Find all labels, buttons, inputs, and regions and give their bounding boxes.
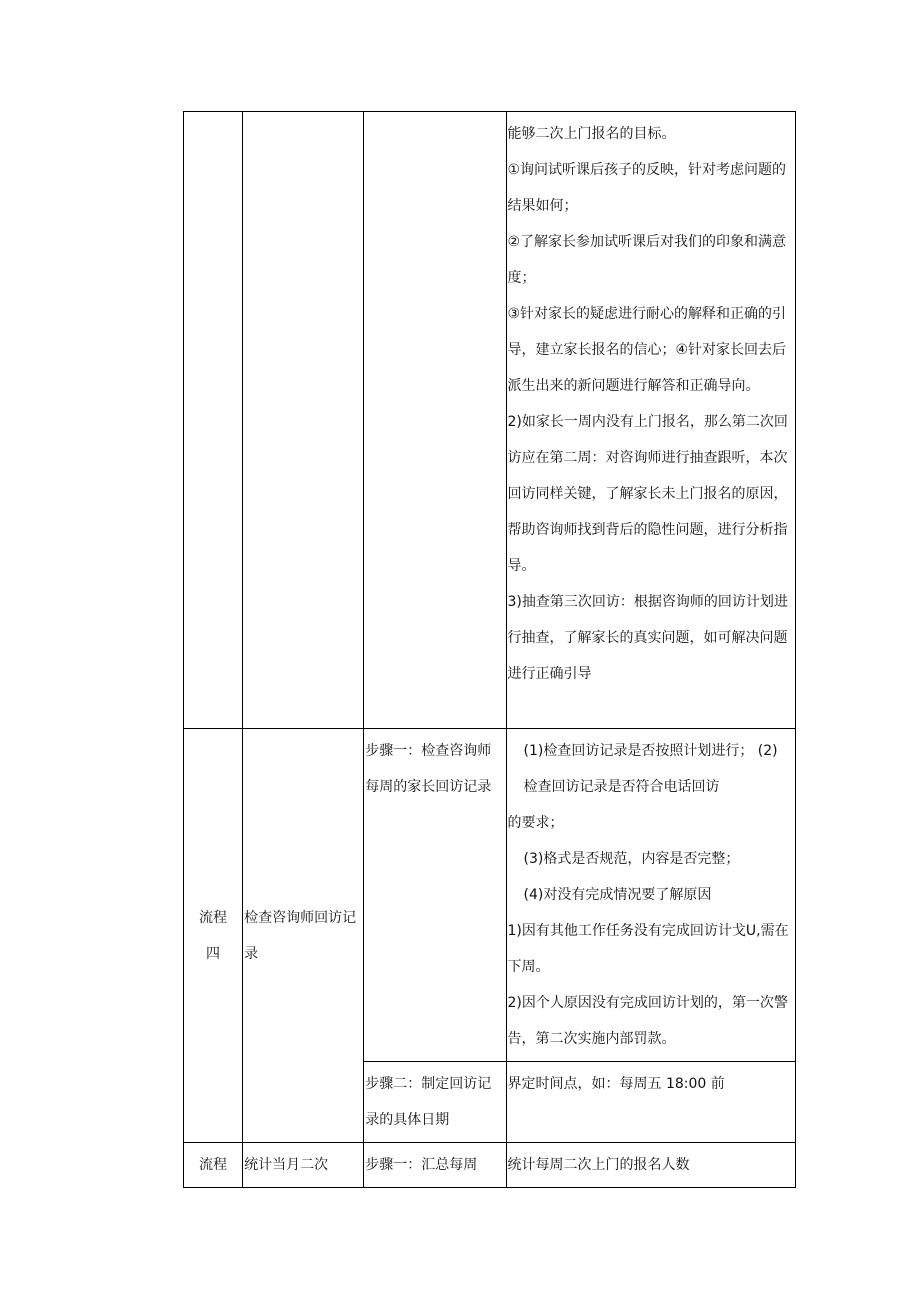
content-line: ②了解家长参加试听课后对我们的印象和满意度； bbox=[507, 234, 787, 286]
step-cell: 步骤一：检查咨询师每周的家长回访记录 bbox=[364, 729, 506, 1062]
content-cell: 界定时间点，如：每周五 18:00 前 bbox=[506, 1062, 796, 1143]
content-line: 检查回访记录是否符合电话回访 bbox=[523, 779, 720, 795]
process-name-cell: 检查咨询师回访记录 bbox=[243, 729, 364, 1143]
step-cell: 步骤一：汇总每周 bbox=[364, 1143, 506, 1188]
process-label-cell: 流程 bbox=[184, 1143, 243, 1188]
content-line: 1)因有其他工作任务没有完成回访计戈U,需在下周。 bbox=[507, 923, 789, 975]
table-row bbox=[184, 112, 796, 729]
table-row bbox=[184, 1143, 796, 1188]
table-row bbox=[184, 729, 796, 1062]
process-name-cell: 统计当月二次 bbox=[243, 1143, 364, 1188]
content-line: ③针对家长的疑虑进行耐心的解释和正确的引导，建立家长报名的信心；④针对家长回去后派生出来的新问题进行解答和正确导向。 bbox=[507, 306, 787, 394]
content-line: (4)对没有完成情况要了解原因 bbox=[523, 887, 712, 903]
content-cell: 统计每周二次上门的报名人数 bbox=[506, 1143, 796, 1188]
content-line: 2)如家长一周内没有上门报名，那么第二次回访应在第二周：对咨询师进行抽查跟听，本次回访同样关键，了解家长未上门报名的原因，帮助咨询师找到背后的隐性问题，进行分析指导。 bbox=[507, 414, 788, 574]
content-line: 2)因个人原因没有完成回访计划的，第一次警告，第二次实施内部罚款。 bbox=[507, 995, 788, 1047]
content-cell bbox=[506, 729, 796, 1062]
content-line: (1)检查回访记录是否按照计划进行； (2) bbox=[523, 743, 778, 759]
content-line: 的要求； bbox=[507, 815, 564, 831]
content-line: 能够二次上门报名的目标。 bbox=[507, 126, 676, 142]
process-label-cell: 流程 四 bbox=[184, 729, 243, 1143]
process-table bbox=[183, 111, 796, 1188]
process-name-cell bbox=[243, 112, 364, 729]
content-line: ①询问试听课后孩子的反映，针对考虑问题的结果如何； bbox=[507, 162, 787, 214]
content-line: (3)格式是否规范，内容是否完整； bbox=[523, 851, 740, 867]
process-label-cell bbox=[184, 112, 243, 729]
step-cell bbox=[364, 112, 506, 729]
content-line: 3)抽查第三次回访：根据咨询师的回访计划进行抽查，了解家长的真实问题，如可解决问题进行正确引导 bbox=[507, 594, 788, 682]
content-cell bbox=[506, 112, 796, 729]
step-cell: 步骤二：制定回访记录的具体日期 bbox=[364, 1062, 506, 1143]
